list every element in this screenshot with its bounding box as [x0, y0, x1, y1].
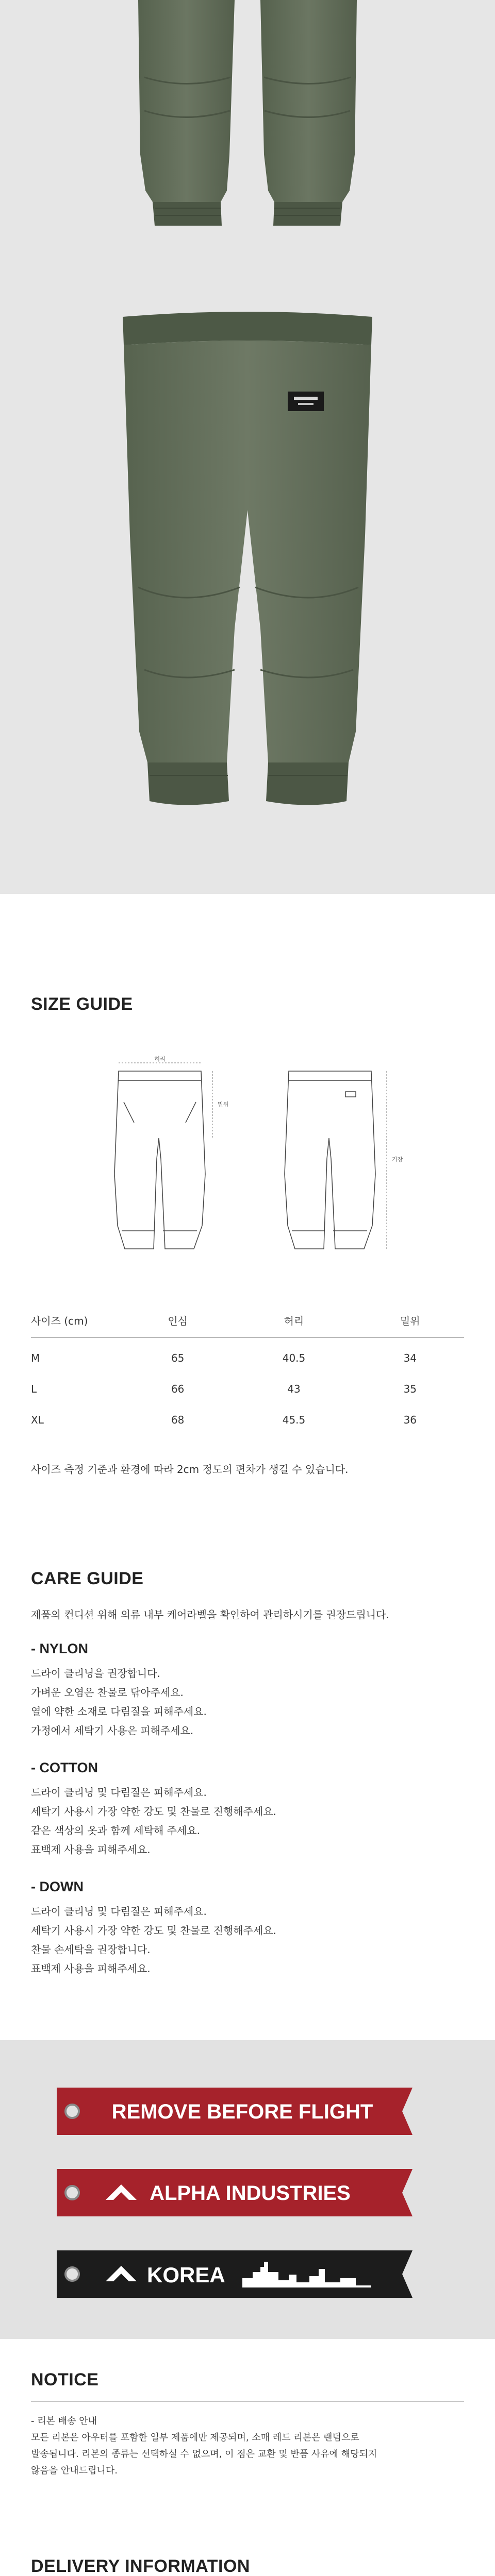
size-cell: L: [31, 1383, 37, 1395]
divider: [31, 2401, 464, 2402]
care-group-nylon: [31, 1641, 464, 1740]
pants-back-image: [0, 268, 495, 894]
care-guide-title: CARE GUIDE: [31, 1569, 144, 1588]
size-table: [31, 1306, 464, 1434]
inseam-cell: 65: [171, 1352, 185, 1364]
care-group-title: - DOWN: [31, 1879, 84, 1894]
size-guide-title: SIZE GUIDE: [31, 994, 133, 1014]
pants-size-diagram: [31, 1056, 464, 1262]
table-row: [31, 1337, 464, 1373]
size-note: 사이즈 측정 기준과 환경에 따라 2cm 정도의 편차가 생길 수 있습니다.: [31, 1463, 349, 1476]
care-line: 같은 색상의 옷과 함께 세탁해 주세요.: [31, 1824, 200, 1837]
size-cell: XL: [31, 1414, 44, 1426]
inseam-cell: 68: [171, 1414, 185, 1426]
waist-cell: 45.5: [282, 1414, 306, 1426]
notice-line: 않음을 안내드립니다.: [31, 2465, 118, 2476]
notice-title: NOTICE: [31, 2370, 99, 2389]
waist-col-header: 허리: [232, 1306, 356, 1337]
size-cell: M: [31, 1352, 40, 1364]
care-line: 드라이 클리닝 및 다림질은 피해주세요.: [31, 1786, 207, 1799]
care-guide-section: [0, 1476, 495, 1978]
care-line: 드라이 클리닝을 권장합니다.: [31, 1667, 160, 1680]
rise-cell: 36: [403, 1414, 417, 1426]
care-line: 표백제 사용을 피해주세요.: [31, 1843, 151, 1856]
care-line: 찬물 손세탁을 권장합니다.: [31, 1943, 151, 1956]
remove-before-flight-tag: [57, 2088, 412, 2135]
notice-line: 발송됩니다. 리본의 종류는 선택하실 수 없으며, 이 점은 교환 및 반품 사유에 해당되지: [31, 2449, 377, 2460]
size-diagrams: [31, 1056, 464, 1262]
care-group-title: - NYLON: [31, 1641, 88, 1656]
care-line: 표백제 사용을 피해주세요.: [31, 1962, 151, 1975]
care-line: 세탁기 사용시 가장 약한 강도 및 찬물로 진행해주세요.: [31, 1805, 276, 1818]
care-group-cotton: [31, 1760, 464, 1859]
care-line: 열에 약한 소재로 다림질을 피해주세요.: [31, 1705, 207, 1718]
tag-text: ALPHA INDUSTRIES: [150, 2182, 351, 2205]
delivery-section: [0, 2479, 495, 2576]
table-row: [31, 1372, 464, 1403]
waist-cell: 40.5: [282, 1352, 306, 1364]
table-row: [31, 1403, 464, 1434]
notice-section: [0, 2339, 495, 2479]
size-col-header: 사이즈 (cm): [31, 1306, 124, 1337]
korea-tag: [57, 2250, 412, 2298]
tag-text: KOREA: [147, 2263, 225, 2287]
care-line: 세탁기 사용시 가장 약한 강도 및 찬물로 진행해주세요.: [31, 1924, 276, 1937]
notice-line: 모든 리본은 아우터를 포함한 일부 제품에만 제공되며, 소매 레드 리본은 랜덤으로: [31, 2432, 359, 2443]
rise-cell: 34: [403, 1352, 417, 1364]
delivery-title: DELIVERY INFORMATION: [31, 2556, 250, 2576]
rise-diagram-label: 밑위: [218, 1101, 229, 1108]
waist-cell: 43: [287, 1383, 301, 1395]
care-guide-intro: 제품의 컨디션 위해 의류 내부 케어라벨을 확인하여 관리하시기를 권장드립니다.: [31, 1608, 389, 1621]
inseam-col-header: 인심: [124, 1306, 232, 1337]
flight-tags: [0, 2040, 495, 2339]
waist-diagram-label: 허리: [154, 1056, 166, 1062]
rise-cell: 35: [403, 1383, 417, 1395]
notice-line: - 리본 배송 안내: [31, 2416, 97, 2427]
rise-col-header: 밑위: [356, 1306, 464, 1337]
care-group-down: [31, 1879, 464, 1978]
tag-text: REMOVE BEFORE FLIGHT: [111, 2100, 373, 2123]
size-table-header: [31, 1306, 464, 1337]
care-group-title: - COTTON: [31, 1760, 98, 1775]
pants-lower-image: [0, 0, 495, 268]
length-diagram-label: 기장: [392, 1156, 403, 1163]
alpha-industries-tag: [57, 2169, 412, 2216]
inseam-cell: 66: [171, 1383, 185, 1395]
product-photo-bottom: [0, 0, 495, 268]
care-line: 가벼운 오염은 찬물로 닦아주세요.: [31, 1686, 184, 1699]
flight-tags-image: [0, 2040, 495, 2339]
care-line: 가정에서 세탁기 사용은 피해주세요.: [31, 1724, 194, 1737]
care-line: 드라이 클리닝 및 다림질은 피해주세요.: [31, 1905, 207, 1918]
size-guide-section: [0, 894, 495, 1476]
product-photo-back: [0, 268, 495, 894]
